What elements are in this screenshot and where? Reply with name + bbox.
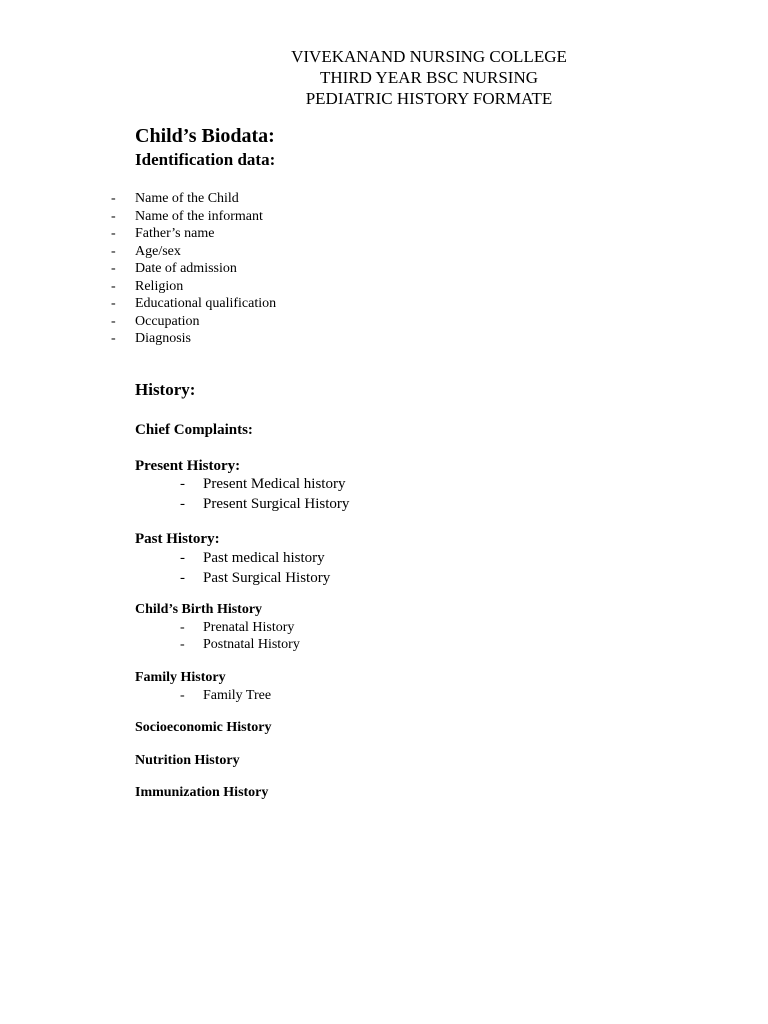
- immunization-history-heading: Immunization History: [135, 785, 269, 800]
- bullet-dash: -: [111, 208, 116, 224]
- list-item-text: Present Medical history: [203, 476, 346, 492]
- list-item-text: Family Tree: [203, 688, 272, 703]
- identification-heading: Identification data:: [135, 150, 276, 169]
- bullet-dash: -: [180, 495, 185, 512]
- bullet-dash: -: [180, 620, 185, 635]
- list-item-text: Religion: [135, 278, 184, 294]
- bullet-dash: -: [111, 243, 116, 259]
- biodata-heading: Child’s Biodata:: [135, 125, 275, 147]
- list-item-text: Occupation: [135, 313, 200, 329]
- bullet-dash: -: [111, 331, 116, 346]
- bullet-dash: -: [111, 226, 116, 241]
- list-item-text: Date of admission: [135, 261, 237, 276]
- list-item-text: Past medical history: [203, 550, 325, 566]
- present-history-heading: Present History:: [135, 458, 241, 474]
- list-item-text: Name of the informant: [135, 208, 263, 224]
- bullet-dash: -: [180, 569, 185, 586]
- bullet-dash: -: [180, 688, 185, 703]
- bullet-dash: -: [111, 278, 116, 294]
- bullet-dash: -: [111, 261, 116, 276]
- list-item-text: Present Surgical History: [203, 495, 350, 512]
- bullet-dash: -: [180, 637, 185, 652]
- document-title: PEDIATRIC HISTORY FORMATE: [305, 89, 553, 108]
- nutrition-history-heading: Nutrition History: [135, 753, 240, 768]
- bullet-dash: -: [111, 313, 116, 329]
- birth-history-heading: Child’s Birth History: [135, 602, 263, 617]
- bullet-dash: -: [180, 550, 185, 566]
- list-item-text: Age/sex: [135, 243, 181, 259]
- list-item-text: Name of the Child: [135, 191, 239, 206]
- list-item-text: Past Surgical History: [203, 569, 331, 586]
- past-history-heading: Past History:: [135, 531, 220, 547]
- history-heading: History:: [135, 380, 196, 399]
- family-history-heading: Family History: [135, 670, 226, 685]
- list-item-text: Prenatal History: [203, 620, 295, 635]
- course-name: THIRD YEAR BSC NURSING: [319, 68, 539, 87]
- socioeconomic-history-heading: Socioeconomic History: [135, 720, 272, 735]
- list-item-text: Educational qualification: [135, 296, 277, 311]
- college-name: VIVEKANAND NURSING COLLEGE: [291, 47, 567, 66]
- chief-complaints-heading: Chief Complaints:: [135, 422, 253, 438]
- list-item-text: Postnatal History: [203, 637, 300, 652]
- list-item-text: Diagnosis: [135, 331, 191, 346]
- document-header: [0, 46, 768, 109]
- bullet-dash: -: [111, 296, 116, 311]
- list-item-text: Father’s name: [135, 226, 215, 241]
- bullet-dash: -: [180, 476, 185, 492]
- bullet-dash: -: [111, 191, 116, 206]
